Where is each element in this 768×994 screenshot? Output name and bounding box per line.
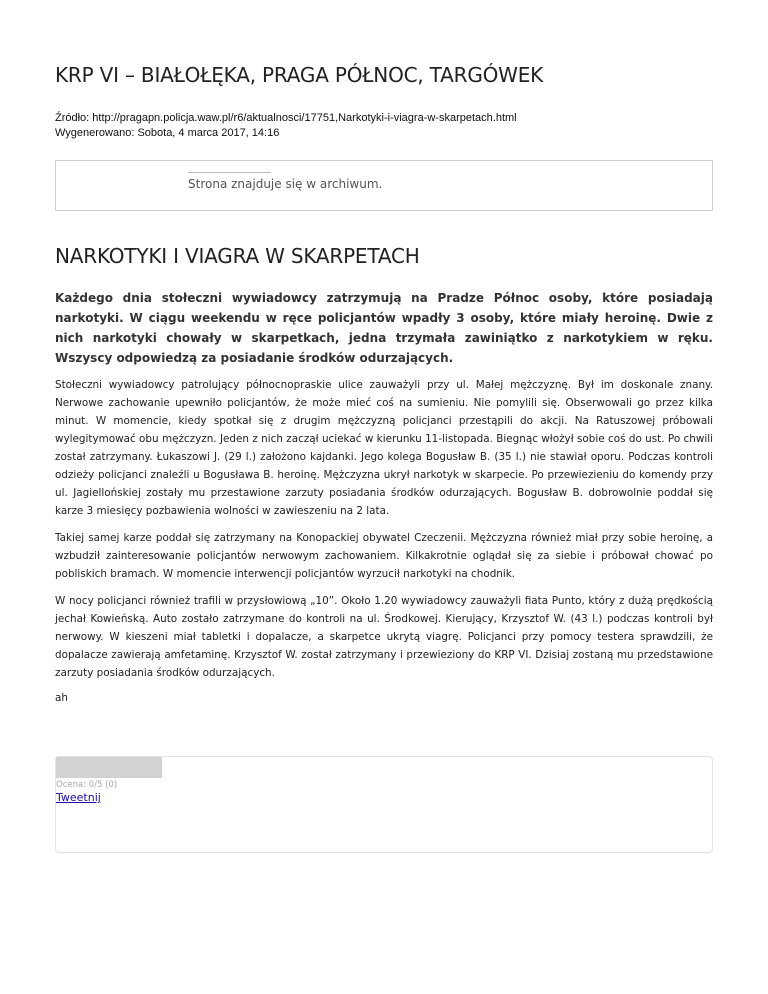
- rating-stars-widget[interactable]: [56, 757, 162, 778]
- article-title: NARKOTYKI I VIAGRA W SKARPETACH: [55, 244, 420, 268]
- archive-notice: [55, 160, 713, 211]
- article-paragraph-3: W nocy policjanci również trafili w przysłowiową „10”. Około 1.20 wywiadowcy zauważyli fiata Punto, który z dużą prędkością jechał Kowieńską. Auto zostało zatrzymane do kontroli na ul. Środkowej. Kierujący, Krzysztof W. (43 l.) podczas kontroli był nerwowy. W kieszeni miał tabletki i dopalacze, a skarpetce ukrytą viagrę. Policjanci przy pomocy testera sprawdzili, że dopalacze zawierają amfetaminę. Krzysztof W. został zatrzymany i przewieziony do KRP VI. Dzisiaj zostaną mu przedstawione zarzuty posiadania środków odurzających.: [55, 595, 713, 679]
- author-signature: ah: [55, 692, 68, 704]
- article-paragraph-2: Takiej samej karze poddał się zatrzymany na Konopackiej obywatel Czeczenii. Mężczyzna również miał przy sobie heroinę, a wzbudził zainteresowanie policjantów nerwowym zachowaniem. Kilkakrotnie oglądał się za siebie i próbował chować po pobliskich bramach. W momencie interwencji policjantów wyrzucił narkotyki na chodnik.: [55, 532, 713, 580]
- article-paragraph-1: Stołeczni wywiadowcy patrolujący północnopraskie ulice zauważyli przy ul. Małej mężczyznę. Był im doskonale znany. Nerwowe zachowanie upewniło policjantów, że może mieć coś na sumieniu. Nie pomylili się. Obserwowali go przez kilka minut. W momencie, kiedy spotkał się z drugim mężczyzną policjanci przestąpili do akcji. Na Ratuszowej próbowali wylegitymować obu mężczyzn. Jeden z nich zaczął uciekać w kierunku 11-listopada. Biegnąc włożył sobie coś do ust. Po chwili został zatrzymany. Łukaszowi J. (29 l.) założono kajdanki. Jego kolega Bogusław B. (35 l.) nie stawiał oporu. Podczas kontroli odzieży policjanci znaleźli u Bogusława B. heroinę. Mężczyzna ukrył narkotyk w skarpecie. Po przewiezieniu do komendy przy ul. Jagiellońskiej zostały mu przestawione zarzuty posiadania środków odurzających. Bogusław B. dobrowolnie poddał się karze 3 miesięcy pozbawienia wolności w zawieszeniu na 2 lata.: [55, 379, 713, 517]
- article-lead: Każdego dnia stołeczni wywiadowcy zatrzymują na Pradze Północ osoby, które posiadają narkotyki. W ciągu weekendu w ręce policjantów wpadły 3 osoby, które miały heroinę. Dwie z nich narkotyki chowały w skarpetkach, jedna trzymała zawiniątko z narkotykiem w ręku. Wszyscy odpowiedzą za posiadanie środków odurzających.: [55, 291, 713, 365]
- site-title: KRP VI – BIAŁOŁĘKA, PRAGA PÓŁNOC, TARGÓWEK: [55, 63, 544, 87]
- document-meta: [55, 111, 517, 141]
- article-footer: [55, 756, 713, 853]
- generated-line: Wygenerowano: Sobota, 4 marca 2017, 14:16: [55, 127, 280, 139]
- source-line: Źródło: http://pragapn.policja.waw.pl/r6/aktualnosci/17751,Narkotyki-i-viagra-w-skarpetach.html: [55, 112, 517, 124]
- rating-text: Ocena: 0/5 (0): [56, 780, 118, 790]
- tweet-link[interactable]: Tweetnij: [56, 791, 101, 804]
- archive-divider: [188, 172, 271, 173]
- archive-notice-text: Strona znajduje się w archiwum.: [188, 177, 383, 191]
